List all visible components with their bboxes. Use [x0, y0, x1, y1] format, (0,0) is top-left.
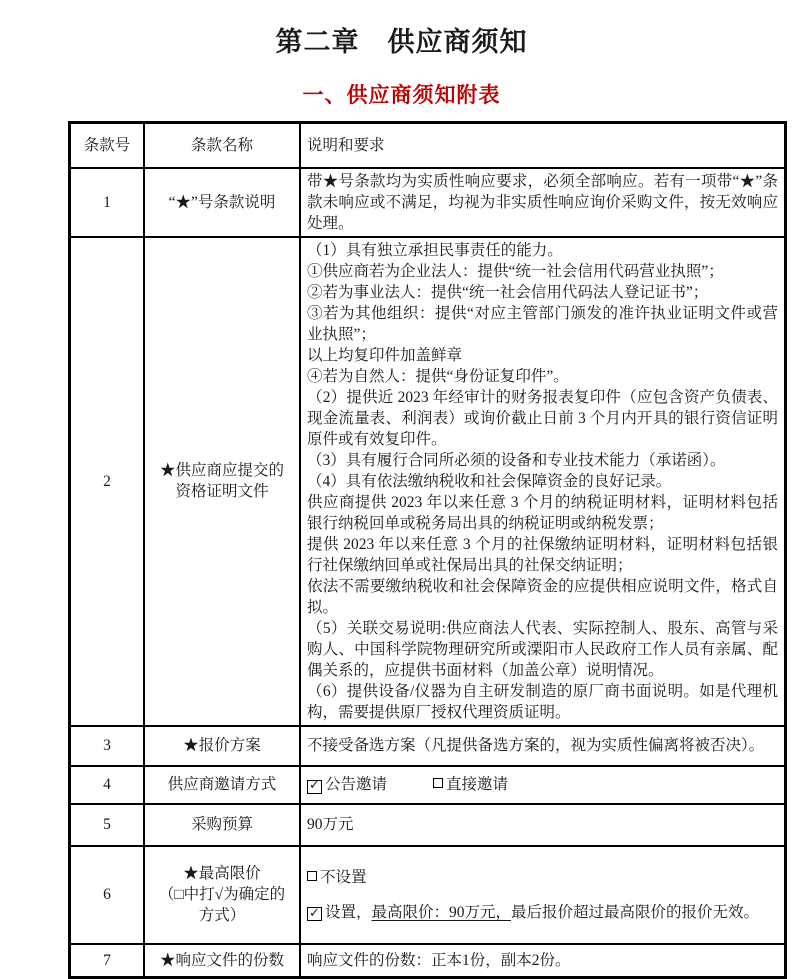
desc-line: 响应文件的份数：正本1份，副本2份。	[307, 951, 571, 969]
option-set	[307, 902, 778, 923]
option-label-suffix: 最后报价超过最高限价的报价无效。	[511, 903, 760, 921]
table-row-3	[70, 726, 786, 766]
option-label-public-invite: 公告邀请	[325, 776, 388, 793]
clause-name: ★响应文件的份数	[144, 944, 300, 978]
clause-desc	[300, 237, 786, 726]
clause-name	[144, 846, 300, 944]
table-row-6	[70, 846, 786, 944]
clause-name: ★供应商应提交的资格证明文件	[144, 237, 300, 726]
desc-line: ③若为其他组织：提供“对应主管部门颁发的准许执业证明文件或营业执照”；	[307, 304, 778, 343]
desc-line: ①供应商若为企业法人：提供“统一社会信用代码营业执照”；	[307, 262, 724, 280]
max-price-options	[307, 849, 778, 941]
clause-name: 供应商邀请方式	[144, 766, 300, 804]
clause-desc	[300, 944, 786, 978]
desc-line: （1）具有独立承担民事责任的能力。	[307, 241, 563, 259]
clause-desc	[300, 804, 786, 846]
table-header-row	[70, 123, 786, 168]
clause-desc	[300, 766, 786, 804]
clause-name: “★”号条款说明	[144, 168, 300, 237]
check-mark-icon: ✓	[309, 778, 320, 793]
clause-name: 采购预算	[144, 804, 300, 846]
clause-desc	[300, 168, 786, 237]
chapter-title: 第二章 供应商须知	[275, 27, 528, 57]
supplier-notice-table	[68, 121, 787, 979]
clause-desc	[300, 726, 786, 766]
desc-line: ②若为事业法人：提供“统一社会信用代码法人登记证书”；	[307, 283, 709, 301]
desc-line: ④若为自然人：提供“身份证复印件”。	[307, 367, 569, 385]
clause-no: 3	[70, 726, 145, 766]
col-header-clause-no: 条款号	[70, 123, 145, 168]
desc-line: 提供 2023 年以来任意 3 个月的社保缴纳证明材料，证明材料包括银行社保缴纳回单或社保局出具的社保交纳证明；	[307, 535, 778, 574]
desc-line: 以上均复印件加盖鲜章	[307, 346, 463, 364]
clause-no: 5	[70, 804, 145, 846]
desc-line: 依法不需要缴纳税收和社会保障资金的应提供相应说明文件，格式自拟。	[307, 577, 778, 616]
clause-no: 1	[70, 168, 145, 237]
max-price-underlined-value: 最高限价：90万元，	[371, 903, 512, 921]
table-row-5	[70, 804, 786, 846]
clause-name-line: （□中打√为确定的方式）	[158, 886, 286, 924]
invitation-options	[307, 774, 778, 795]
table-row-7	[70, 944, 786, 978]
checkbox-checked-icon	[307, 907, 322, 921]
clause-no: 6	[70, 846, 145, 944]
clause-name-line: ★最高限价	[183, 865, 261, 882]
check-mark-icon: ✓	[309, 905, 320, 921]
col-header-clause-name: 条款名称	[144, 123, 300, 168]
desc-line: （2）提供近 2023 年经审计的财务报表复印件（应包含资产负债表、现金流量表、利润表）或询价截止日前 3 个月内开具的银行资信证明原件或有效复印件。	[307, 388, 778, 448]
desc-line: （6）提供设备/仪器为自主研发制造的原厂商书面说明。如是代理机构，需要提供原厂授权代理资质证明。	[307, 682, 778, 721]
clause-no: 7	[70, 944, 145, 978]
option-label-direct-invite: 直接邀请	[446, 776, 509, 793]
table-row-2	[70, 237, 786, 726]
clause-no: 4	[70, 766, 145, 804]
desc-line: （3）具有履行合同所必须的设备和专业技术能力（承诺函）。	[307, 451, 726, 469]
option-not-set	[307, 867, 778, 888]
section-title: 一、供应商须知附表	[302, 83, 501, 107]
desc-line: 不接受备选方案（凡提供备选方案的，视为实质性偏离将被否决）。	[307, 737, 765, 754]
document-page	[68, 0, 778, 979]
desc-line: （4）具有依法缴纳税收和社会保障资金的良好记录。	[307, 472, 672, 490]
option-label: 不设置	[320, 868, 367, 886]
checkbox-unchecked-icon	[307, 871, 317, 881]
clause-desc	[300, 846, 786, 944]
desc-line: 带★号条款均为实质性响应要求，必须全部响应。若有一项带“★”条款未响应或不满足，均视为非实质性响应询价采购文件，按无效响应处理。	[307, 172, 778, 232]
desc-line: （5）关联交易说明:供应商法人代表、实际控制人、股东、高管与采购人、中国科学院物理研究所或溧阳市人民政府工作人员有亲属、配偶关系的，应提供书面材料（加盖公章）说明情况。	[307, 619, 778, 679]
clause-no: 2	[70, 237, 145, 726]
desc-line: 90万元	[307, 816, 354, 833]
table-row-4	[70, 766, 786, 804]
col-header-description: 说明和要求	[300, 123, 786, 168]
checkbox-unchecked-icon	[433, 778, 443, 788]
checkbox-checked-icon	[307, 780, 322, 794]
clause-name: ★报价方案	[144, 726, 300, 766]
option-label: 设置，	[325, 903, 372, 921]
table-row-1	[70, 168, 786, 237]
desc-line: 供应商提供 2023 年以来任意 3 个月的纳税证明材料，证明材料包括银行纳税回单或税务局出具的纳税证明或纳税发票；	[307, 493, 778, 532]
